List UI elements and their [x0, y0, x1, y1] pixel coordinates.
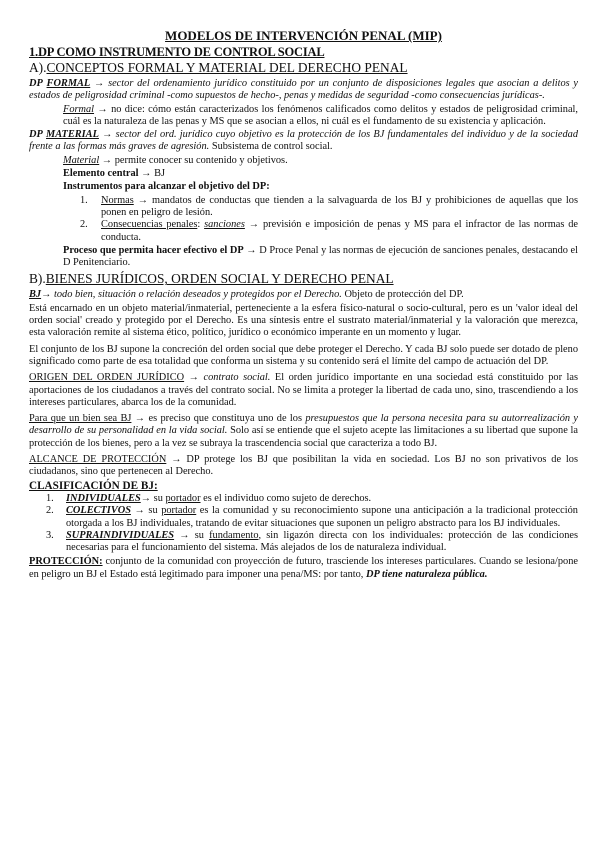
proteccion-bold: DP tiene naturaleza pública.	[365, 568, 488, 580]
proteccion-text: conjunto de la comunidad con proyección de futuro, trasciende los intereses particulares. Cuando se lesiona/pone en peligro un BJ el Estado está legitimado para imponer una pena/MS: por tanto,	[29, 556, 578, 580]
alcance-paragraph	[29, 454, 578, 479]
section-b-title: BIENES JURÍDICOS, ORDEN SOCIAL Y DERECHO PENAL	[45, 271, 394, 287]
arrow-icon: →	[134, 505, 145, 517]
material-sub-text: permite conocer su contenido y objetivos.	[114, 154, 288, 166]
clasificacion-text: , sin ligazón directa con los individuales: protección de las condiciones necesarias para el funcionamiento del sistema. Más alejados de los de naturaleza individual.	[66, 529, 578, 554]
arrow-icon: →	[141, 168, 152, 180]
list-item	[80, 195, 578, 220]
dp-formal-label: FORMAL	[46, 78, 91, 89]
para-bj-italic: presupuestos que la persona necesita para su autorrealización y desarrollo de su personalidad en la vida social.	[29, 413, 579, 437]
section-1-heading: 1.DP COMO INSTRUMENTO DE CONTROL SOCIAL	[29, 45, 325, 59]
alcance-text: DP protege los BJ que posibilitan la vida en sociedad. Los BJ no son privativos de los ciudadanos, sino que pertenecen al Derecho.	[29, 454, 578, 478]
dp-material-label: MATERIAL	[46, 129, 99, 141]
proteccion-label: PROTECCIÓN:	[29, 556, 103, 568]
instrumentos-heading: Instrumentos para alcanzar el objetivo del DP:	[63, 181, 270, 193]
clasificacion-heading: CLASIFICACIÓN DE BJ:	[29, 479, 158, 492]
clasificacion-key: portador	[161, 505, 197, 517]
instrumento-label: Consecuencias penales	[101, 219, 198, 231]
dp-formal-definition	[29, 78, 578, 103]
formal-subnote	[63, 104, 578, 129]
list-item-number: 1.	[46, 492, 54, 504]
clasificacion-list	[46, 493, 578, 554]
arrow-icon: →	[137, 194, 149, 206]
list-item: 2. Consecuencias penales: sanciones → previsión e imposición de penas y MS para el infractor de las normas de conducta.	[80, 219, 579, 243]
instrumentos-list	[80, 195, 578, 244]
list-item-number: 2.	[80, 219, 88, 231]
bj-def-text: todo bien, situación o relación deseados y protegidos por el Derecho.	[54, 289, 342, 301]
list-item-number: 1.	[80, 194, 88, 206]
section-a-prefix: A).	[29, 60, 47, 75]
elemento-central	[63, 168, 578, 180]
arrow-icon: →	[140, 492, 152, 504]
arrow-icon: →	[101, 154, 113, 166]
arrow-icon: →	[90, 78, 109, 89]
arrow-icon: →	[41, 289, 52, 301]
list-item-number: 3.	[46, 529, 54, 541]
section-b-heading	[29, 271, 578, 287]
arrow-icon: →	[246, 244, 257, 256]
instrumento-text: previsión e imposición de penas y MS para el infractor de las normas de conducta.	[101, 219, 579, 243]
instrumento-label-2: sanciones	[204, 219, 245, 231]
dp-material-label-dp: DP	[29, 129, 43, 141]
arrow-icon: →	[248, 219, 260, 231]
document-title: MODELOS DE INTERVENCIÓN PENAL (MIP)	[165, 28, 442, 43]
bj-paragraph-2: El conjunto de los BJ supone la concreción del orden social que debe proteger el Derecho. Y cada BJ solo puede ser dotado de pleno significado como parte de esa totalidad que conforma un sistema y su contenido será el límite del campo de actuación del DP.	[29, 343, 578, 367]
list-item	[46, 493, 578, 505]
para-bj-text-2: Solo así se entiende que el sujeto acepte las limitaciones a su libertad que supone la protección de los bienes, pero a la vez se subraya la trascendencia social que caracteriza a todo BJ.	[29, 425, 578, 449]
clasificacion-pre: su	[148, 505, 162, 517]
elemento-central-text: BJ	[154, 168, 166, 180]
dp-material-text: Subsistema de control social.	[209, 141, 333, 153]
arrow-icon: →	[97, 103, 108, 115]
instrumento-text: mandatos de conductas que tienden a la salvaguarda de los BJ y prohibiciones de aquellas que los ponen en peligro de lesión.	[101, 194, 578, 218]
proceso-text: D Proce Penal y las normas de ejecución de sanciones penales, destacando el D Penitenciario.	[63, 244, 578, 269]
section-a-title: CONCEPTOS FORMAL Y MATERIAL DEL DERECHO PENAL	[46, 60, 408, 75]
clasificacion-key: portador	[165, 492, 201, 504]
bj-after-text: Objeto de protección del DP.	[341, 289, 464, 301]
clasificacion-label: SUPRAINDIVIDUALES	[66, 529, 175, 541]
para-bj-label: Para que un bien sea BJ	[29, 413, 132, 425]
section-b-prefix: B).	[29, 271, 46, 287]
material-sub-label: Material	[63, 154, 100, 166]
proceso-label: Proceso que permita hacer efectivo el DP	[63, 244, 244, 256]
list-item	[46, 505, 578, 530]
clasificacion-key: fundamento	[209, 529, 259, 541]
bj-definition	[29, 289, 578, 301]
bj-paragraph-1: Está encarnado en un objeto material/inmaterial, perteneciente a la esfera físico-natural o socio-cultural, pero es un 'valor ideal del orden social' creado y protegido por el Derecho. Es una síntesis entre el sustrato material/inmaterial y la valoración que merezca, esta valoración remite al sistema ético, político, jurídico o económico imperante en un momento y lugar.	[29, 302, 578, 339]
instrumento-label: Normas	[101, 194, 134, 206]
clasificacion-label: COLECTIVOS	[66, 505, 131, 517]
dp-material-text-italic: sector del ord. jurídico cuyo objetivo es la protección de los BJ fundamentales del individuo y de la sociedad frente a las formas más graves de agresión.	[29, 129, 578, 153]
origen-text: El orden jurídico importante en una sociedad está constituido por las aportaciones de los ciudadanos a través del contrato social. No se limita a proteger la libertad de cada uno, sino, trascendiendo a los intereses particulares, abarca los de la comunidad.	[29, 372, 579, 408]
section-a-heading	[29, 60, 578, 76]
bj-label: BJ	[29, 289, 42, 301]
dp-formal-label-dp: DP	[29, 78, 43, 89]
alcance-label: ALCANCE DE PROTECCIÓN	[29, 454, 167, 466]
clasificacion-text: es el individuo como sujeto de derechos.	[200, 492, 372, 504]
arrow-icon: →	[98, 129, 116, 141]
proceso-paragraph	[63, 245, 578, 270]
origen-italic: contrato social.	[203, 372, 271, 384]
list-item-number: 2.	[46, 505, 54, 517]
origen-paragraph	[29, 372, 578, 409]
formal-sub-label: Formal	[63, 103, 95, 115]
material-subnote	[63, 155, 578, 167]
origen-label: ORIGEN DEL ORDEN JURÍDICO	[29, 372, 185, 384]
para-bj-text-1: es preciso que constituya uno de los	[148, 413, 306, 425]
elemento-central-label: Elemento central	[63, 168, 139, 180]
list-item	[46, 530, 578, 555]
arrow-icon: →	[171, 454, 182, 466]
clasificacion-label: INDIVIDUALES	[66, 492, 141, 504]
arrow-icon: →	[134, 413, 146, 425]
dp-material-definition	[29, 129, 578, 154]
dp-formal-text: sector del ordenamiento jurídico constituido por un conjunto de disposiciones legales que asocian a delitos y estados de peligrosidad criminal -como supuestos de hecho-, penas y medidas de seguridad -como consecuencias jurídicas-.	[29, 78, 579, 102]
arrow-icon: →	[179, 529, 190, 541]
clasificacion-pre: su	[153, 492, 166, 504]
proteccion-paragraph	[29, 556, 578, 581]
arrow-icon: →	[188, 372, 199, 384]
para-bj-paragraph	[29, 413, 578, 450]
clasificacion-text: es la comunidad y su reconocimiento supone una anticipación a la tradicional protección otorgada a los BJ individuales, tratando de evitar situaciones que suponen un peligro abstracto para los BJ individuales.	[66, 505, 578, 529]
formal-sub-text: no dice: cómo están caracterizados los fenómenos calificados como delitos y estados de peligrosidad criminal, cuál es la naturaleza de las penas y MS que se asocian a ellos, ni cuál es el fundamento de su existencia y aplicación.	[63, 103, 578, 127]
clasificacion-pre: su	[194, 529, 210, 541]
